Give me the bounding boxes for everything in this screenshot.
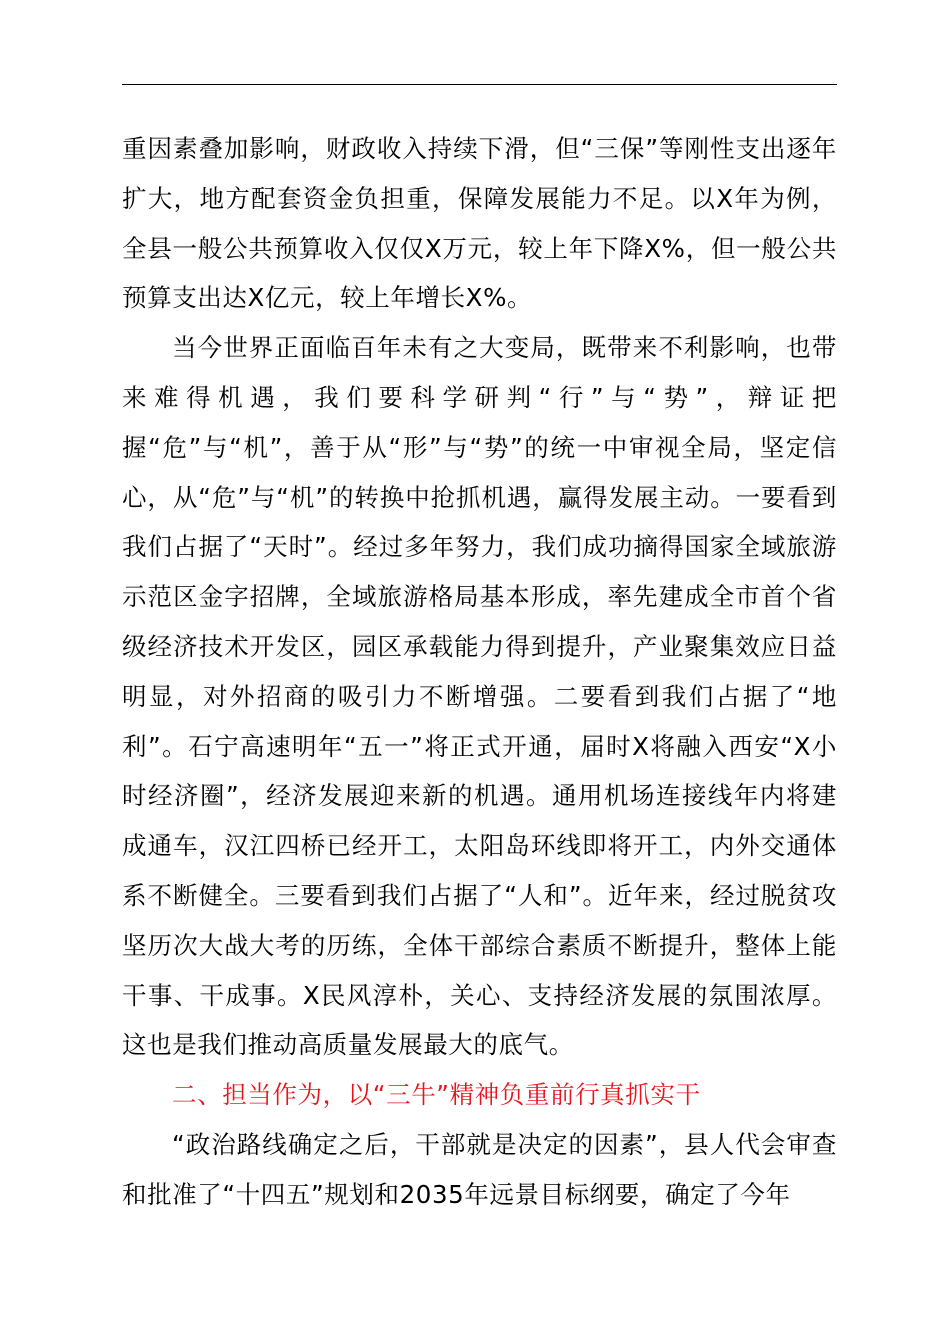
paragraph-opportunities: 当今世界正面临百年未有之大变局，既带来不利影响，也带来难得机遇，我们要科学研判“行”与“势”，辩证把握“危”与“机”，善于从“形”与“势”的统一中审视全局，坚定信心，从“危”与“机”的转换中抢抓机遇，赢得发展主动。一要看到我们占据了“天时”。经过多年努力，我们成功摘得国家全域旅游示范区金字招牌，全域旅游格局基本形成，率先建成全市首个省级经济技术开发区，园区承载能力得到提升，产业聚集效应日益明显，对外招商的吸引力不断增强。二要看到我们占据了“地利”。石宁高速明年“五一”将正式开通，届时X将融入西安“X小时经济圈”，经济发展迎来新的机遇。通用机场连接线年内将建成通车，汉江四桥已经开工，太阳岛环线即将开工，内外交通体系不断健全。三要看到我们占据了“人和”。近年来，经过脱贫攻坚历次大战大考的历练，全体干部综合素质不断提升，整体上能干事、干成事。X民风淳朴，关心、支持经济发展的氛围浓厚。这也是我们推动高质量发展最大的底气。 [122, 333, 837, 1060]
document-body [122, 124, 837, 1220]
header-rule [122, 84, 837, 85]
paragraph-continued: 重因素叠加影响，财政收入持续下滑，但“三保”等刚性支出逐年扩大，地方配套资金负担重，保障发展能力不足。以X年为例，全县一般公共预算收入仅仅X万元，较上年下降X%，但一般公共预算支出达X亿元，较上年增长X%。 [122, 134, 837, 313]
section-heading: 二、担当作为，以“三牛”精神负重前行真抓实干 [172, 1080, 701, 1110]
paragraph-cadres: “政治路线确定之后，干部就是决定的因素”，县人代会审查和批准了“十四五”规划和2035年远景目标纲要，确定了今年 [122, 1129, 837, 1209]
